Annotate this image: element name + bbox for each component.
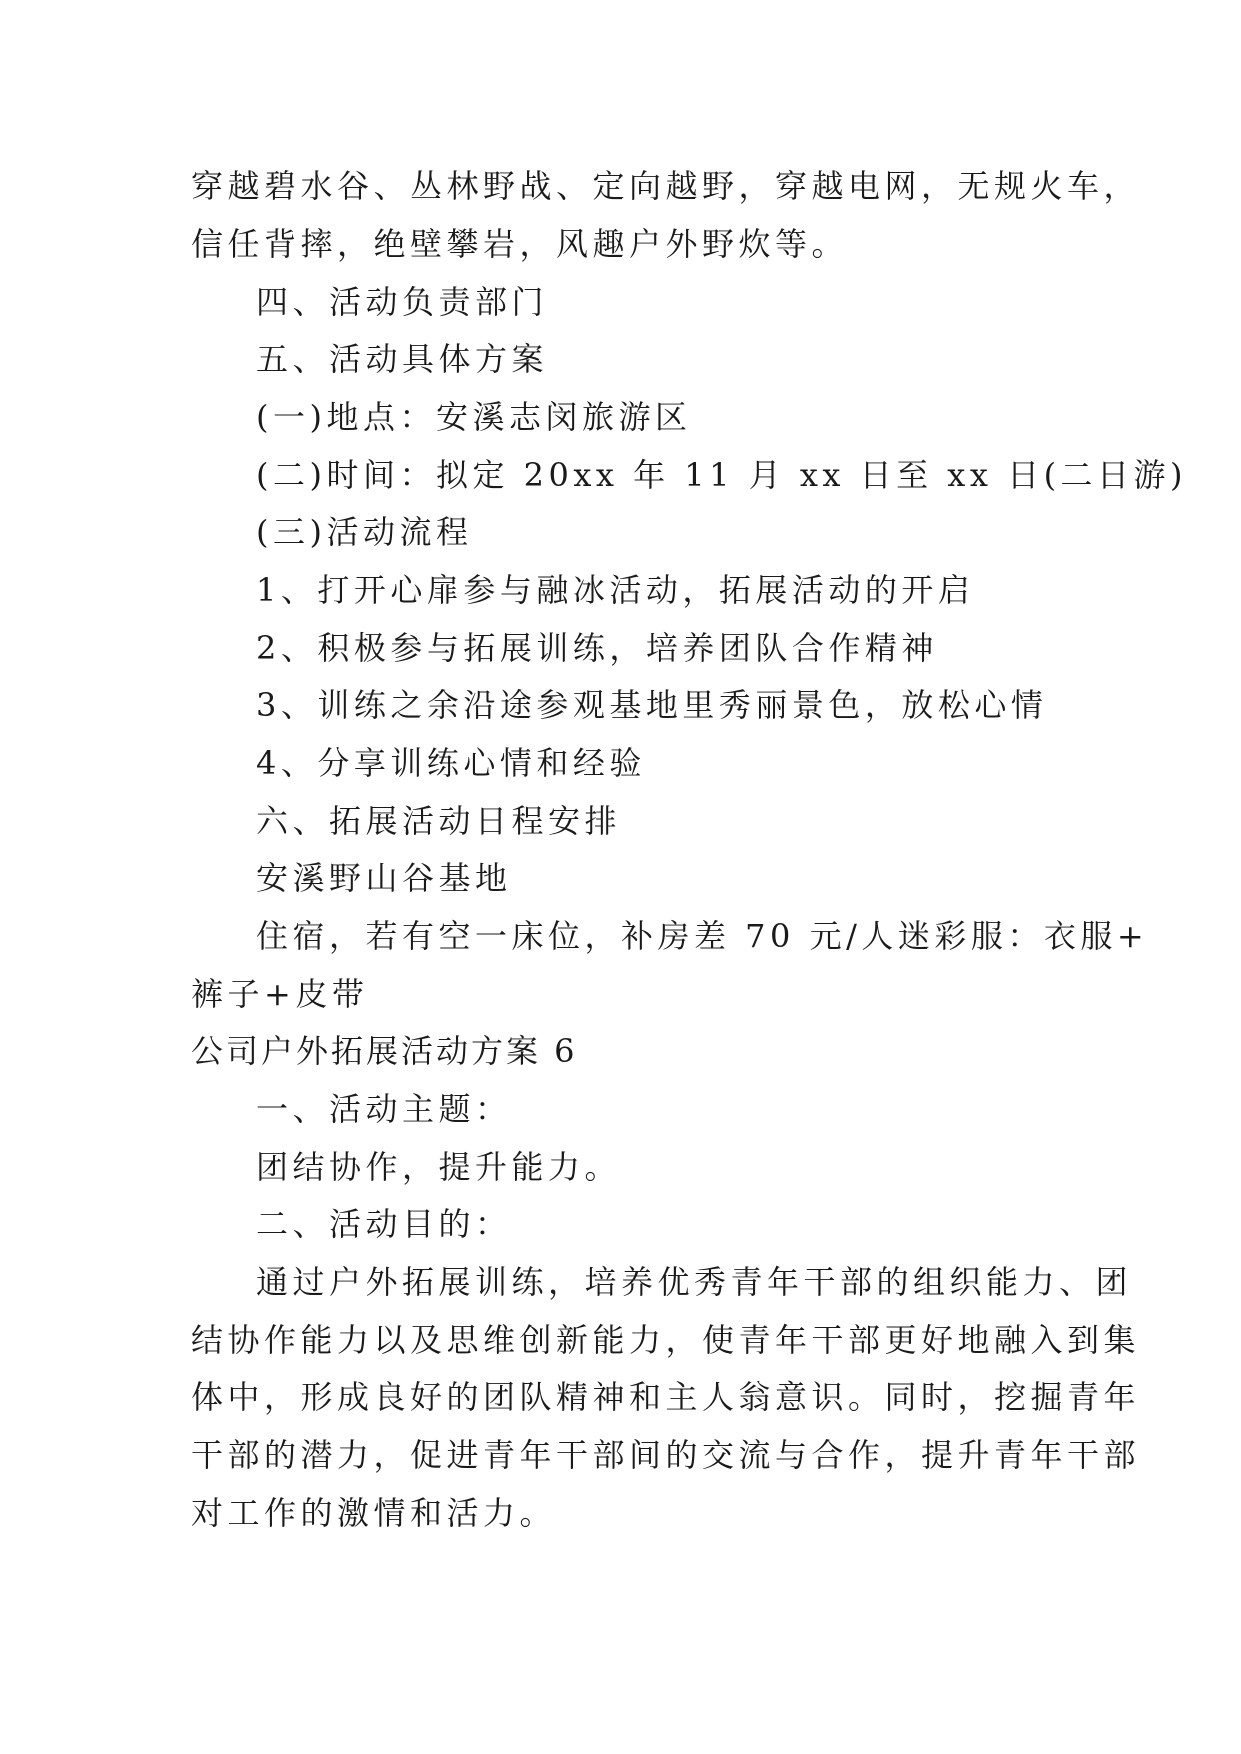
paragraph-line: 干部的潜力，促进青年干部间的交流与合作，提升青年干部 bbox=[191, 1436, 1141, 1474]
paragraph-line: 住宿，若有空一床位，补房差 70 元/人迷彩服：衣服+ bbox=[256, 917, 1149, 955]
section-heading: 六、拓展活动日程安排 bbox=[256, 802, 622, 840]
paragraph-line: 通过户外拓展训练，培养优秀青年干部的组织能力、团 bbox=[256, 1263, 1133, 1301]
paragraph-line: 体中，形成良好的团队精神和主人翁意识。同时，挖掘青年 bbox=[191, 1378, 1141, 1416]
paragraph-line: 裤子+皮带 bbox=[191, 975, 369, 1013]
paragraph-line: 安溪野山谷基地 bbox=[256, 859, 512, 897]
paragraph-line: 团结协作，提升能力。 bbox=[256, 1148, 622, 1186]
section-heading: 二、活动目的： bbox=[256, 1205, 512, 1243]
list-item: 4、分享训练心情和经验 bbox=[256, 744, 646, 782]
section-heading: 四、活动负责部门 bbox=[256, 283, 549, 321]
section-heading: 五、活动具体方案 bbox=[256, 340, 549, 378]
paragraph-line: 对工作的激情和活力。 bbox=[191, 1494, 557, 1532]
paragraph-line: 信任背摔，绝壁攀岩，风趣户外野炊等。 bbox=[191, 225, 849, 263]
list-item: (二)时间：拟定 20xx 年 11 月 xx 日至 xx 日(二日游) bbox=[256, 456, 1188, 494]
list-item: 2、积极参与拓展训练，培养团队合作精神 bbox=[256, 629, 938, 667]
paragraph-line: 穿越碧水谷、丛林野战、定向越野，穿越电网，无规火车， bbox=[191, 167, 1141, 205]
section-heading: 一、活动主题： bbox=[256, 1090, 512, 1128]
document-title: 公司户外拓展活动方案 6 bbox=[191, 1032, 578, 1070]
list-item: (三)活动流程 bbox=[256, 513, 473, 551]
list-item: (一)地点：安溪志闵旅游区 bbox=[256, 398, 692, 436]
list-item: 3、训练之余沿途参观基地里秀丽景色，放松心情 bbox=[256, 686, 1048, 724]
paragraph-line: 结协作能力以及思维创新能力，使青年干部更好地融入到集 bbox=[191, 1321, 1141, 1359]
list-item: 1、打开心扉参与融冰活动，拓展活动的开启 bbox=[256, 571, 975, 609]
